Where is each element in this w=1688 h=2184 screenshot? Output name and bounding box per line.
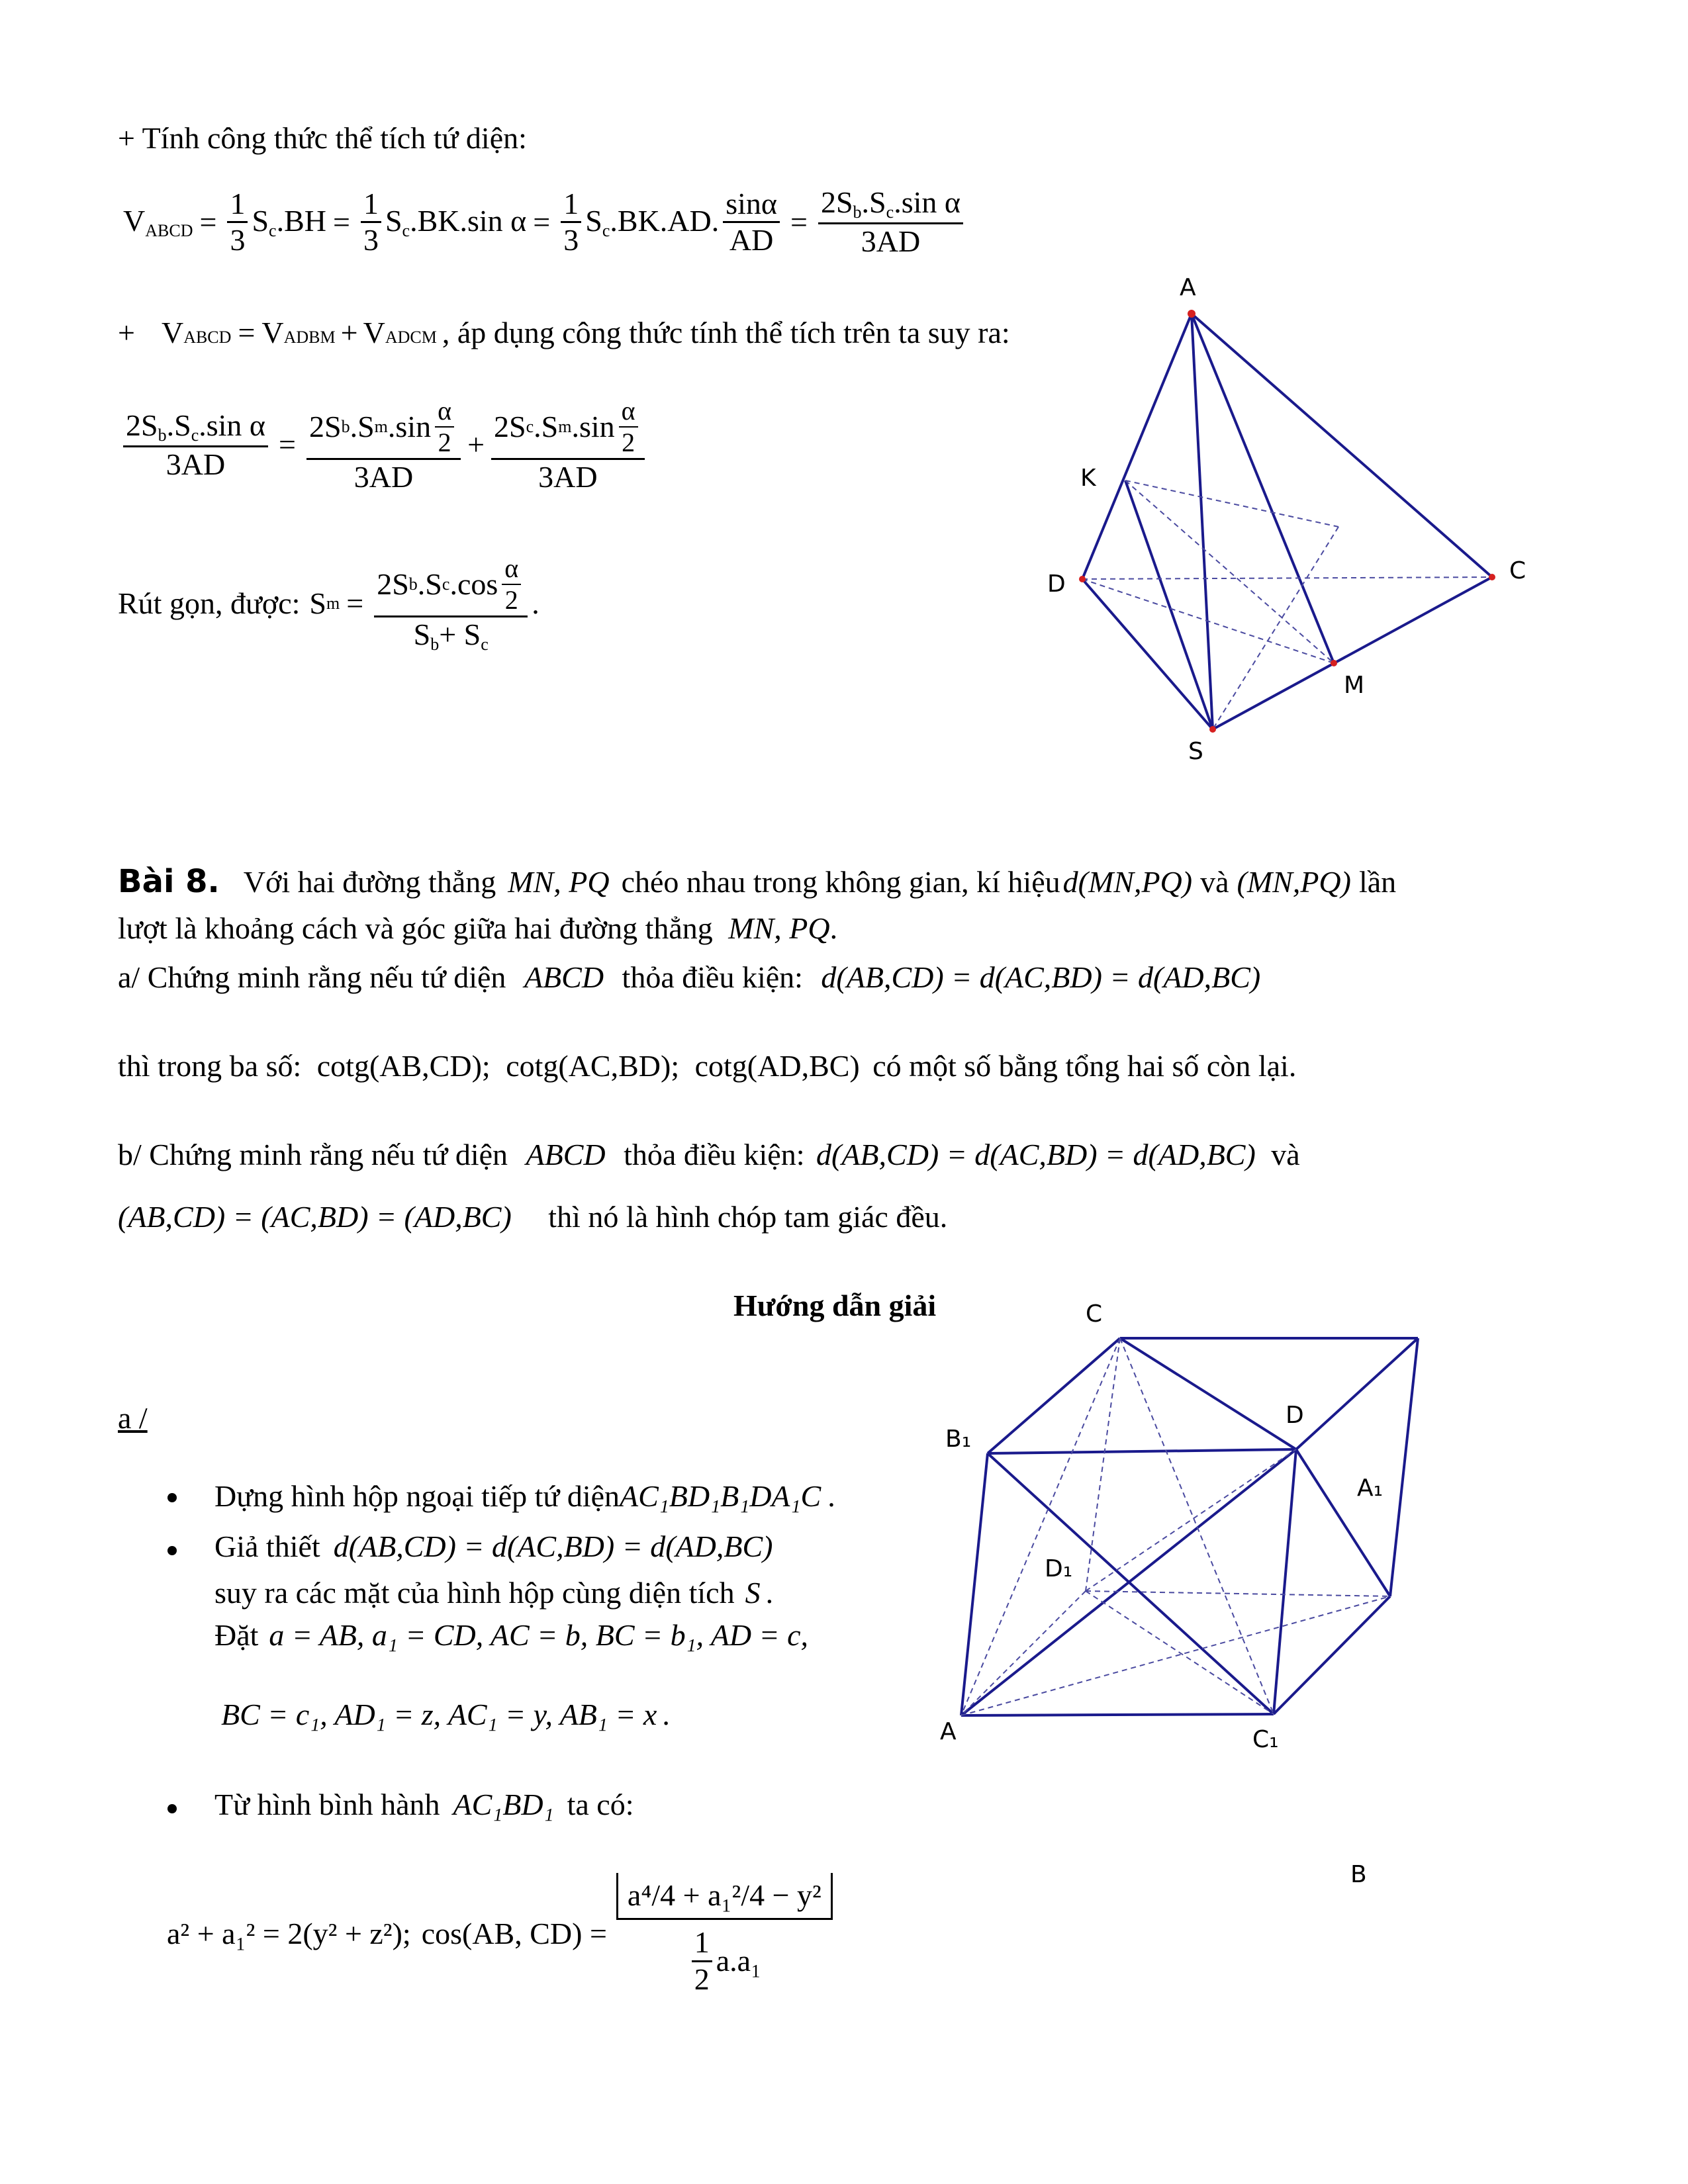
label-C: C: [1509, 557, 1526, 584]
bullet3-text: Từ hình bình hành AC₁BD₁ ta có:: [214, 1788, 634, 1821]
volume-formula: $V_{ABCD}$ = $\frac{1}{3}$ $S_c.BH$ = $\frac{1}{3}$ $S_c.BK.\sin$ α = $\frac{1}{3}$ $S_c.BK.AD$. $\frac{\sin\alpha}{AD}$ = $\frac{2S_b.S_c.\sin \alpha}{3AD}$: [123, 187, 967, 258]
label-B1: B₁: [945, 1426, 972, 1453]
third-frac-1: $\frac{1}{3}$: [227, 188, 248, 257]
label-A: A: [1180, 274, 1196, 301]
sum-line: + V ABCD = V ADBM + V ADCM , áp dụng công thức tính thể tích trên ta suy ra:: [118, 316, 1010, 349]
eq2-r2: 2S c .S m .sin $\frac{\alpha}{2}$ 3AD: [491, 397, 645, 493]
problem8-line2: lượt là khoảng cách và góc giữa hai đường thẳng MN, PQ.: [118, 911, 838, 945]
label-S: S: [1188, 738, 1203, 765]
equation-2: $\frac{2S_b.S_c.\sin \alpha}{3AD}$ = 2S b .S m .sin $\frac{\alpha}{2}$ 3AD + 2S c .S m .sin $\frac{\alpha}{2}$ 3AD: [119, 397, 649, 493]
bullet2-text: Giả thiết d(AB,CD) = d(AC,BD) = d(AD,BC): [214, 1529, 773, 1563]
label-K: K: [1080, 465, 1096, 492]
simplify-line: Rút gọn, được: S m = 2S b .S c .cos $\frac{\alpha}{2}$ $S_b+ S_c$ .: [118, 553, 539, 654]
solution-heading: Hướng dẫn giải: [733, 1289, 937, 1322]
problem8-b: b/ Chứng minh rằng nếu tứ diện ABCD thỏa điều kiện: d(AB,CD) = d(AC,BD) = d(AD,BC) và: [118, 1138, 1300, 1171]
part-a-label: a /: [118, 1401, 148, 1435]
eq2-r1: 2S b .S m .sin $\frac{\alpha}{2}$ 3AD: [306, 397, 461, 493]
vol-lhs: $V_{ABCD}$: [123, 203, 193, 240]
label-C-2: C: [1086, 1300, 1103, 1328]
third-frac-3: $\frac{1}{3}$: [561, 188, 581, 257]
problem8-title: Bài 8.: [118, 863, 220, 900]
problem8-a: a/ Chứng minh rằng nếu tứ diện ABCD thỏa điều kiện: d(AB,CD) = d(AC,BD) = d(AD,BC): [118, 960, 1261, 994]
vol-result: $\frac{2S_b.S_c.\sin \alpha}{3AD}$: [818, 187, 963, 258]
label-A-2: A: [940, 1718, 957, 1745]
sm-result: 2S b .S c .cos $\frac{\alpha}{2}$ $S_b+ S_c$: [374, 555, 528, 653]
label-C1: C₁: [1252, 1726, 1279, 1753]
label-M: M: [1344, 672, 1365, 699]
bullet1-text: Dựng hình hộp ngoại tiếp tứ diệnAC₁BD₁B₁DA₁C .: [214, 1479, 835, 1513]
problem8-line1: Bài 8. Với hai đường thẳng MN, PQ chéo nhau trong không gian, kí hiệu d(MN,PQ) và (MN,PQ) lần: [118, 863, 1397, 900]
bullet2-line2: suy ra các mặt của hình hộp cùng diện tích S .: [214, 1576, 774, 1610]
label-A1: A₁: [1357, 1475, 1383, 1502]
label-D-2: D: [1286, 1402, 1304, 1429]
cos-fraction: a⁴/4 + a₁²/4 − y² $\frac{1}{2}$ a.a₁: [616, 1873, 833, 1995]
label-D: D: [1047, 570, 1066, 598]
sin-over-ad: $\frac{\sin\alpha}{AD}$: [723, 188, 780, 257]
cos-equation: a² + a₁² = 2(y² + z²); cos(AB, CD) = a⁴/4 + a₁²/4 − y² $\frac{1}{2}$ a.a₁: [167, 1873, 837, 1995]
third-frac-2: $\frac{1}{3}$: [361, 188, 381, 257]
intro-line: + Tính công thức thể tích tứ diện:: [118, 121, 527, 155]
bullet2-line3: Đặt a = AB, a₁ = CD, AC = b, BC = b₁, AD = c,: [214, 1618, 809, 1652]
eq2-lhs: $\frac{2S_b.S_c.\sin \alpha}{3AD}$: [123, 410, 268, 481]
problem8-b-line2: (AB,CD) = (AC,BD) = (AD,BC) thì nó là hình chóp tam giác đều.: [118, 1200, 948, 1234]
problem8-a-line2: thì trong ba số: cotg(AB,CD); cotg(AC,BD); cotg(AD,BC) có một số bằng tổng hai số còn lại.: [118, 1049, 1297, 1083]
label-D1: D₁: [1045, 1555, 1073, 1582]
label-B-2: B: [1350, 1861, 1367, 1888]
bullet2-line4: BC = c₁, AD₁ = z, AC₁ = y, AB₁ = x .: [221, 1698, 670, 1731]
